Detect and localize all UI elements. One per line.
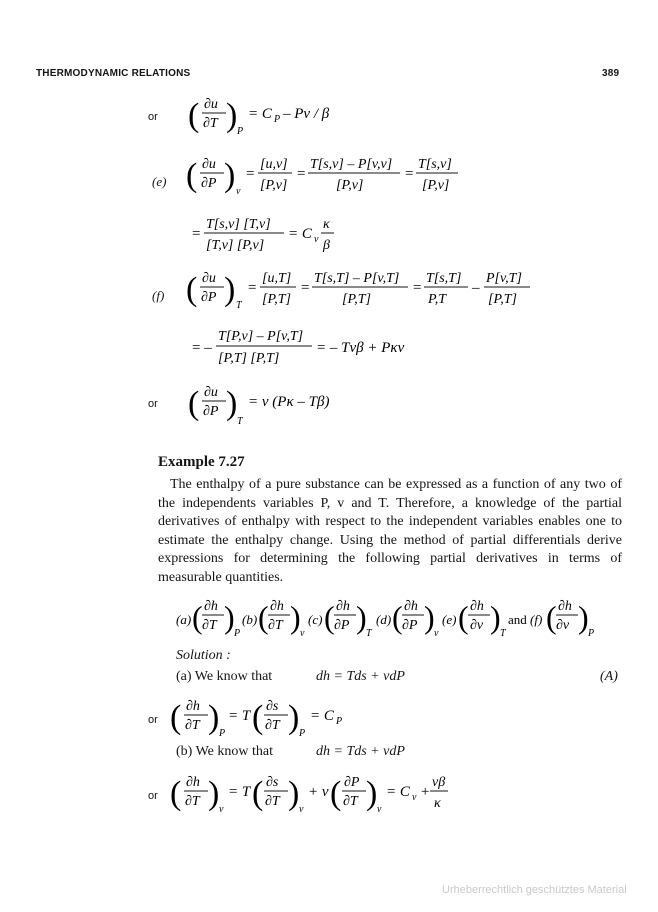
svg-text:P: P xyxy=(274,114,281,125)
svg-text:(b): (b) xyxy=(242,612,258,627)
svg-text:=: = xyxy=(413,280,422,296)
svg-text:): ) xyxy=(288,775,300,812)
svg-text:= C: = C xyxy=(248,106,272,122)
svg-text:(: ( xyxy=(252,775,264,812)
svg-text:(d): (d) xyxy=(376,612,392,627)
svg-text:(: ( xyxy=(392,599,403,635)
part-e-label: (e) xyxy=(152,174,167,189)
svg-text:T: T xyxy=(237,416,243,427)
svg-text:= – Tvβ + Pκv: = – Tvβ + Pκv xyxy=(316,340,405,356)
equation-e-line1 xyxy=(186,150,466,202)
svg-text:(: ( xyxy=(186,157,198,194)
svg-text:∂h: ∂h xyxy=(558,599,572,614)
svg-text:=: = xyxy=(405,166,414,182)
svg-text:): ) xyxy=(226,385,238,422)
svg-text:(: ( xyxy=(188,385,200,422)
svg-text:(: ( xyxy=(458,599,469,635)
equation-tag-a: (A) xyxy=(600,669,618,684)
svg-text:∂T: ∂T xyxy=(185,718,200,733)
svg-text:T[s,T] – P[v,T]: T[s,T] – P[v,T] xyxy=(314,271,400,286)
svg-text:(: ( xyxy=(170,775,182,812)
svg-text:∂T: ∂T xyxy=(203,116,218,131)
svg-text:=: = xyxy=(297,166,306,182)
svg-text:): ) xyxy=(226,97,238,134)
svg-text:∂P: ∂P xyxy=(201,290,217,305)
svg-text:– Pv / β: – Pv / β xyxy=(283,106,330,122)
svg-text:[P,T]: [P,T] xyxy=(488,292,517,307)
svg-text:v: v xyxy=(300,628,305,639)
svg-text:v: v xyxy=(236,186,241,197)
svg-text:v: v xyxy=(219,804,224,815)
svg-text:(: ( xyxy=(186,271,198,308)
svg-text:(: ( xyxy=(170,699,182,736)
svg-text:(: ( xyxy=(546,599,557,635)
svg-text:∂h: ∂h xyxy=(186,699,200,714)
svg-text:∂T: ∂T xyxy=(268,618,283,633)
svg-text:): ) xyxy=(578,599,589,635)
svg-text:T[s,v] [T,v]: T[s,v] [T,v] xyxy=(206,217,271,232)
solution-label: Solution : xyxy=(176,648,231,663)
svg-text:and: and xyxy=(508,612,527,627)
svg-text:T: T xyxy=(366,628,372,639)
svg-text:): ) xyxy=(208,775,220,812)
equation-du-dP-T xyxy=(188,380,388,430)
derivative-list xyxy=(176,594,596,644)
or-label-3: or xyxy=(148,714,158,726)
svg-text:T: T xyxy=(500,628,506,639)
svg-text:): ) xyxy=(288,699,300,736)
svg-text:(: ( xyxy=(188,97,200,134)
svg-text:∂P: ∂P xyxy=(201,176,217,191)
svg-text:[u,T]: [u,T] xyxy=(262,271,292,286)
svg-text:∂T: ∂T xyxy=(265,718,280,733)
svg-text:P: P xyxy=(219,728,226,739)
svg-text:= T: = T xyxy=(228,708,251,724)
svg-text:[P,T]: [P,T] xyxy=(262,292,291,307)
equation-f-line2 xyxy=(192,322,432,374)
example-heading: Example 7.27 xyxy=(158,454,245,470)
svg-text:T: T xyxy=(236,300,242,311)
equation-e-line2 xyxy=(192,210,372,260)
svg-text:T[s,T]: T[s,T] xyxy=(426,271,462,286)
equation-f-line1 xyxy=(186,264,546,316)
svg-text:): ) xyxy=(366,775,378,812)
or-label: or xyxy=(148,111,158,123)
svg-text:(: ( xyxy=(330,775,342,812)
svg-text:(a): (a) xyxy=(176,612,192,627)
svg-text:∂h: ∂h xyxy=(404,599,418,614)
svg-text:[P,v]: [P,v] xyxy=(336,178,364,193)
svg-text:): ) xyxy=(290,599,301,635)
svg-text:=: = xyxy=(248,280,257,296)
svg-text:): ) xyxy=(208,699,220,736)
svg-text:∂u: ∂u xyxy=(204,385,218,400)
svg-text:): ) xyxy=(424,599,435,635)
svg-text:= C: = C xyxy=(386,784,410,800)
svg-text:∂P: ∂P xyxy=(344,775,360,790)
svg-text:=: = xyxy=(192,226,201,242)
svg-text:): ) xyxy=(224,271,236,308)
svg-text:(: ( xyxy=(252,699,264,736)
svg-text:): ) xyxy=(224,157,236,194)
svg-text:P,T: P,T xyxy=(428,292,447,307)
svg-text:= v (Pκ – Tβ): = v (Pκ – Tβ) xyxy=(248,394,330,410)
part-f-label: (f) xyxy=(152,288,165,303)
svg-text:(e): (e) xyxy=(442,612,457,627)
svg-text:∂T: ∂T xyxy=(265,794,280,809)
svg-text:P[v,T]: P[v,T] xyxy=(486,271,522,286)
solution-b-equation: dh = Tds + vdP xyxy=(316,744,405,759)
svg-text:v: v xyxy=(314,234,319,245)
svg-text:[P,v]: [P,v] xyxy=(422,178,450,193)
solution-a-intro: (a) We know that xyxy=(176,669,273,684)
equation-du-dT xyxy=(188,92,388,140)
running-header: THERMODYNAMIC RELATIONS xyxy=(36,68,191,79)
svg-text:[u,v]: [u,v] xyxy=(260,157,288,172)
svg-text:–: – xyxy=(472,280,480,296)
svg-text:∂T: ∂T xyxy=(343,794,358,809)
svg-text:(: ( xyxy=(192,599,203,635)
page-number: 389 xyxy=(602,68,620,79)
or-label-4: or xyxy=(148,790,158,802)
svg-text:∂h: ∂h xyxy=(470,599,484,614)
svg-text:P: P xyxy=(237,126,244,137)
svg-text:∂u: ∂u xyxy=(204,97,218,112)
svg-text:∂u: ∂u xyxy=(202,271,216,286)
equation-dh-dT-v xyxy=(170,768,450,820)
svg-text:= –: = – xyxy=(192,340,212,356)
svg-text:∂s: ∂s xyxy=(266,699,279,714)
svg-text:∂h: ∂h xyxy=(270,599,284,614)
svg-text:[P,T] [P,T]: [P,T] [P,T] xyxy=(218,351,280,366)
or-label-2: or xyxy=(148,398,158,410)
svg-text:=: = xyxy=(301,280,310,296)
svg-text:[P,T]: [P,T] xyxy=(342,292,371,307)
svg-text:[P,v]: [P,v] xyxy=(260,178,288,193)
solution-b-intro: (b) We know that xyxy=(176,744,273,759)
svg-text:P: P xyxy=(234,628,241,639)
svg-text:= C: = C xyxy=(310,708,334,724)
svg-text:T[s,v] – P[v,v]: T[s,v] – P[v,v] xyxy=(310,157,393,172)
equation-dh-dT-P xyxy=(170,692,370,744)
svg-text:∂T: ∂T xyxy=(185,794,200,809)
svg-text:= C: = C xyxy=(288,226,312,242)
svg-text:v: v xyxy=(377,804,382,815)
svg-text:v: v xyxy=(299,804,304,815)
svg-text:∂h: ∂h xyxy=(336,599,350,614)
svg-text:(: ( xyxy=(258,599,269,635)
svg-text:P: P xyxy=(336,716,343,727)
svg-text:P: P xyxy=(588,628,595,639)
svg-text:∂u: ∂u xyxy=(202,157,216,172)
svg-text:v: v xyxy=(434,628,439,639)
svg-text:): ) xyxy=(490,599,501,635)
svg-text:(: ( xyxy=(324,599,335,635)
svg-text:(f): (f) xyxy=(530,612,543,627)
svg-text:T[s,v]: T[s,v] xyxy=(418,157,452,172)
svg-text:vβ: vβ xyxy=(432,775,446,790)
svg-text:∂h: ∂h xyxy=(204,599,218,614)
svg-text:): ) xyxy=(356,599,367,635)
example-paragraph: The enthalpy of a pure substance can be expressed as a function of any two of the independents variables P, v and T. Therefore, a knowledge of the partial derivatives of enthalpy with respect to the independent variables enables one to estimate the enthalpy change. Using the method of partial differentials derive expressions for determining the following partial derivatives in terms of measurable quantities. xyxy=(158,477,622,585)
svg-text:= T: = T xyxy=(228,784,251,800)
svg-text:P: P xyxy=(299,728,306,739)
svg-text:∂v: ∂v xyxy=(470,618,484,633)
svg-text:∂P: ∂P xyxy=(402,618,418,633)
svg-text:=: = xyxy=(246,166,255,182)
svg-text:∂h: ∂h xyxy=(186,775,200,790)
svg-text:): ) xyxy=(224,599,235,635)
svg-text:+ v: + v xyxy=(308,784,329,800)
svg-text:(c): (c) xyxy=(308,612,323,627)
solution-a-equation: dh = Tds + vdP xyxy=(316,669,405,684)
svg-text:β: β xyxy=(323,238,330,253)
svg-text:[T,v] [P,v]: [T,v] [P,v] xyxy=(206,238,265,253)
svg-text:v: v xyxy=(412,792,417,803)
svg-text:T[P,v] – P[v,T]: T[P,v] – P[v,T] xyxy=(218,329,304,344)
svg-text:+: + xyxy=(420,784,431,800)
svg-text:κ: κ xyxy=(434,796,441,811)
svg-text:∂s: ∂s xyxy=(266,775,279,790)
svg-text:∂T: ∂T xyxy=(202,618,217,633)
copyright-watermark: Urheberrechtlich geschütztes Material xyxy=(442,884,627,896)
svg-text:∂P: ∂P xyxy=(334,618,350,633)
svg-text:∂v: ∂v xyxy=(556,618,570,633)
svg-text:∂P: ∂P xyxy=(203,404,219,419)
svg-text:κ: κ xyxy=(323,217,330,232)
